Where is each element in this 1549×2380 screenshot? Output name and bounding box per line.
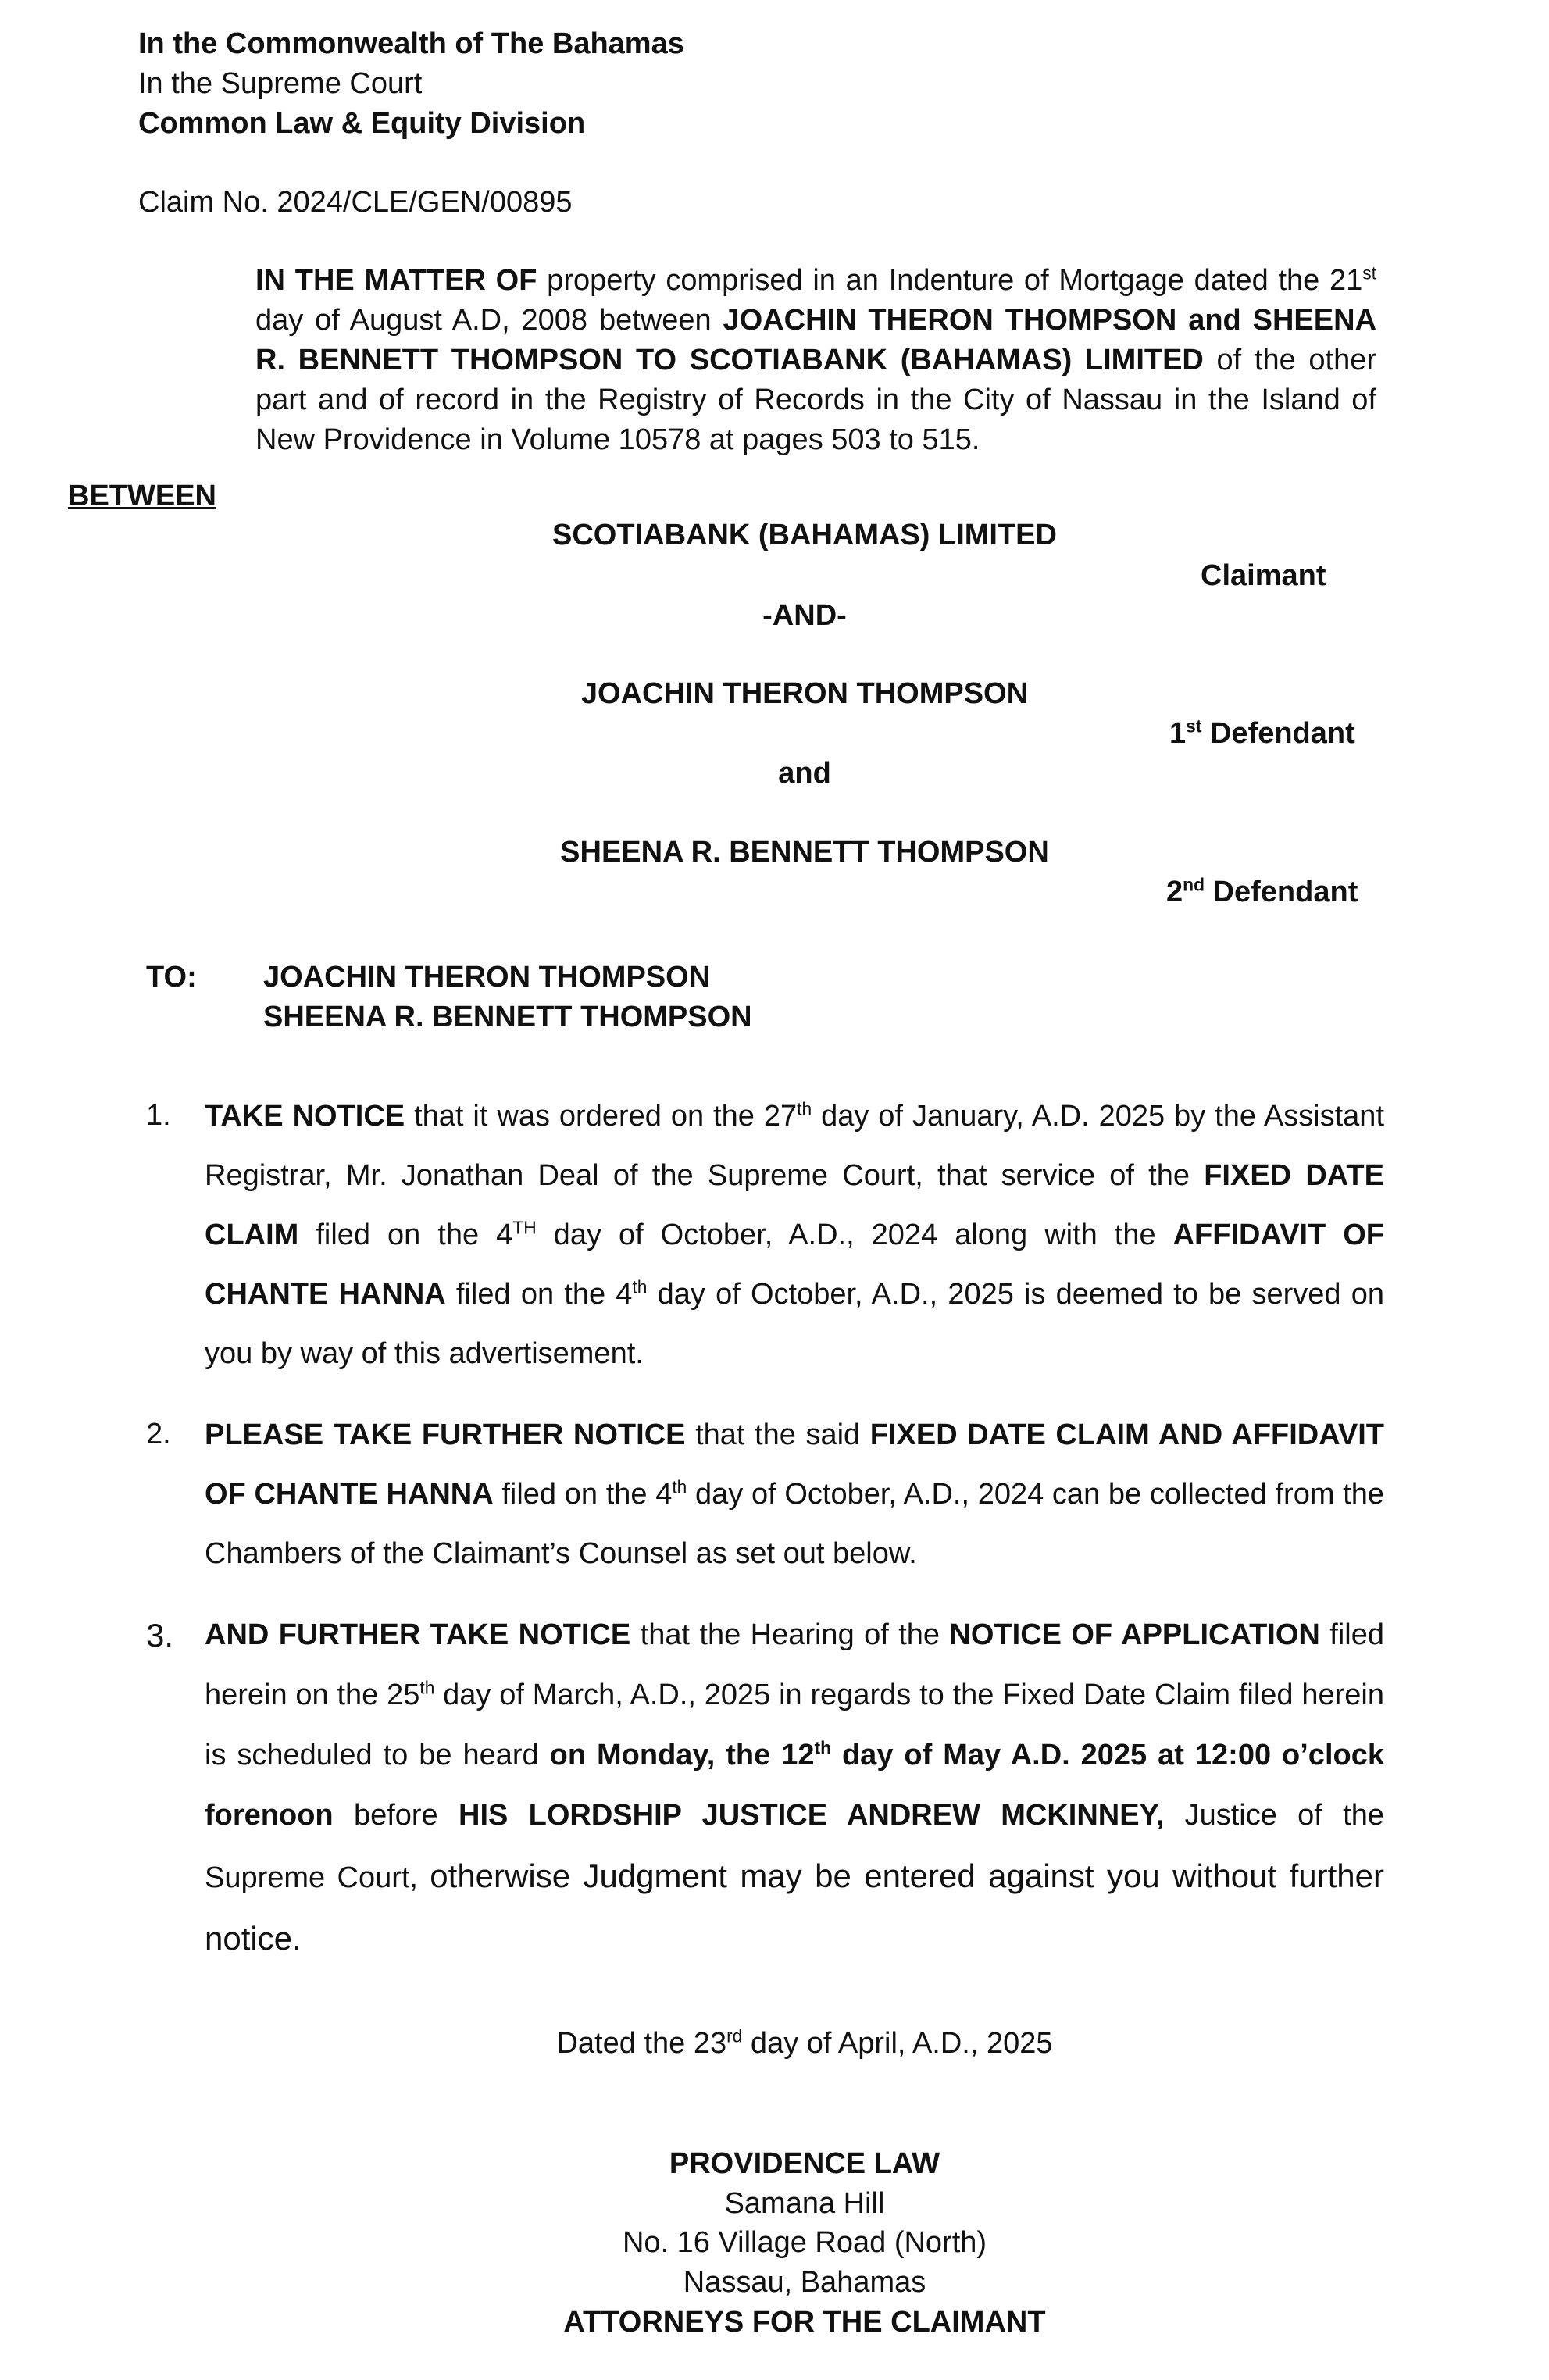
item-1-bold-3: AFFIDAVIT OF CHANTE HANNA	[205, 1219, 1384, 1311]
item-3-bold-3b: day of May A.D. 2025 at 12:00 o’clock forenoon	[205, 1739, 1384, 1832]
item-2-bold-2: FIXED DATE CLAIM AND AFFIDAVIT OF CHANTE HANNA	[205, 1418, 1384, 1511]
claimant-name: SCOTIABANK (BAHAMAS) LIMITED	[552, 519, 1057, 551]
item-3-text-2: filed herein on the 25	[205, 1618, 1384, 1711]
jurisdiction-heading: In the Commonwealth of The Bahamas	[138, 27, 684, 60]
division-heading: Common Law & Equity Division	[138, 107, 586, 140]
item-2-sup-1: th	[672, 1476, 687, 1497]
claim-number: Claim No. 2024/CLE/GEN/00895	[138, 186, 573, 219]
matter-paragraph	[255, 261, 1376, 460]
matter-lead: IN THE MATTER OF	[255, 264, 537, 297]
matter-sup-1: st	[1362, 262, 1376, 284]
claimant-role: Claimant	[1201, 559, 1326, 592]
item-1-sup-1: th	[797, 1098, 812, 1119]
item-1-sup-2: TH	[512, 1217, 537, 1238]
item-3-bold-1: AND FURTHER TAKE NOTICE	[205, 1618, 631, 1651]
item-1-text-6: day of October, A.D., 2025 is deemed to be served on you by way of this advertisement.	[205, 1278, 1385, 1370]
matter-parties: JOACHIN THERON THOMPSON and SHEENA R. BENNETT THOMPSON TO SCOTIABANK (BAHAMAS) LIMITED	[255, 304, 1377, 376]
item-3-sup-1: th	[419, 1677, 435, 1698]
defendant2-role	[1166, 876, 1358, 909]
item-3-text-3: day of March, A.D., 2025 in regards to the Fixed Date Claim filed herein is scheduled to be heard	[205, 1679, 1384, 1772]
item-3-text-6: otherwise Judgment may be entered against you without further notice.	[205, 1857, 1384, 1957]
and-separator: -AND-	[762, 599, 847, 632]
dated-line	[0, 2027, 1549, 2061]
item-1-text	[205, 1087, 1384, 1383]
defendant2-num: 2	[1166, 876, 1183, 908]
firm-address-2: No. 16 Village Road (North)	[622, 2226, 987, 2259]
and-small-separator: and	[778, 757, 831, 790]
dated-text-1: Dated the 23	[556, 2027, 727, 2060]
defendant2-name: SHEENA R. BENNETT THOMPSON	[560, 836, 1049, 869]
matter-text-1: property comprised in an Indenture of Mortgage dated the 21	[537, 264, 1363, 297]
to-name-1: JOACHIN THERON THOMPSON	[263, 961, 711, 994]
defendant2-label: Defendant	[1205, 876, 1358, 908]
dated-text-2: day of April, A.D., 2025	[742, 2027, 1053, 2060]
item-3-text	[205, 1605, 1384, 1971]
matter-text-3: of the other part and of record in the Registry of Records in the City of Nassau in the Island of New Providence in Volume 10578 at pages 503 to 515.	[255, 344, 1376, 456]
item-3-text-1: that the Hearing of the	[630, 1618, 950, 1651]
defendant1-label: Defendant	[1201, 717, 1355, 750]
to-name-2: SHEENA R. BENNETT THOMPSON	[263, 1001, 752, 1033]
item-1-bold-1: TAKE NOTICE	[205, 1100, 405, 1133]
firm-address-1: Samana Hill	[724, 2187, 885, 2220]
defendant1-sup: st	[1186, 715, 1202, 737]
defendant2-sup: nd	[1183, 874, 1205, 895]
item-3-bold-4: HIS LORDSHIP JUSTICE ANDREW MCKINNEY,	[459, 1799, 1165, 1832]
firm-name: PROVIDENCE LAW	[669, 2147, 940, 2180]
court-heading: In the Supreme Court	[138, 67, 423, 100]
item-3-text-5: Justice of the Supreme Court,	[205, 1799, 1384, 1894]
item-2-text-3: day of October, A.D., 2024 can be collected from the Chambers of the Claimant’s Counsel as set out below.	[205, 1478, 1384, 1570]
defendant1-role	[1169, 717, 1355, 751]
item-2-text-1: that the said	[685, 1418, 870, 1451]
item-3-sup-2: th	[814, 1737, 832, 1758]
to-label: TO:	[146, 961, 197, 994]
item-3-number: 3.	[146, 1617, 174, 1654]
item-1-text-4: day of October, A.D., 2024 along with the	[536, 1219, 1173, 1251]
item-1-text-5: filed on the 4	[445, 1278, 633, 1311]
item-2-number: 2.	[146, 1418, 171, 1450]
item-2-text	[205, 1405, 1384, 1583]
item-1-sup-3: th	[632, 1276, 648, 1297]
item-1-text-3: filed on the 4	[298, 1219, 513, 1251]
item-2-bold-1: PLEASE TAKE FURTHER NOTICE	[205, 1418, 686, 1451]
item-3-bold-2: NOTICE OF APPLICATION	[949, 1618, 1320, 1651]
item-1-text-2: day of January, A.D. 2025 by the Assistant Registrar, Mr. Jonathan Deal of the Supreme Court, that service of the	[205, 1100, 1384, 1192]
item-3-bold-3a: on Monday, the 12	[549, 1739, 815, 1772]
between-label: BETWEEN	[68, 480, 216, 512]
firm-role: ATTORNEYS FOR THE CLAIMANT	[563, 2306, 1046, 2339]
item-1-bold-2: FIXED DATE CLAIM	[205, 1159, 1384, 1251]
matter-text-2: day of August A.D, 2008 between	[255, 304, 723, 337]
defendant1-num: 1	[1169, 717, 1187, 750]
firm-address-3: Nassau, Bahamas	[683, 2266, 926, 2299]
dated-sup: rd	[726, 2025, 743, 2046]
item-1-number: 1.	[146, 1099, 171, 1132]
item-1-text-1: that it was ordered on the 27	[405, 1100, 798, 1133]
item-2-text-2: filed on the 4	[493, 1478, 673, 1511]
item-3-text-4: before	[333, 1799, 459, 1832]
defendant1-name: JOACHIN THERON THOMPSON	[580, 677, 1029, 710]
